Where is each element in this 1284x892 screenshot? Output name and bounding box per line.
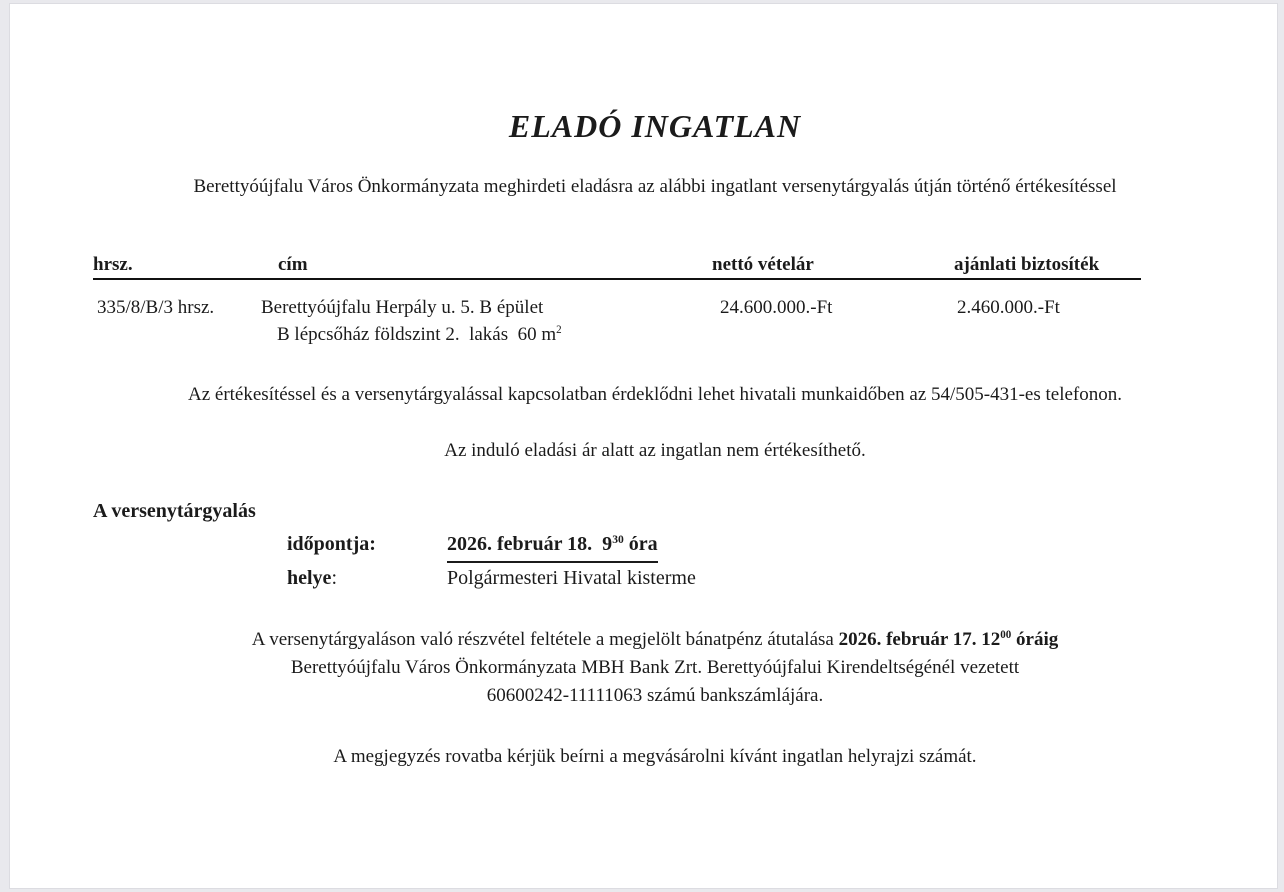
auction-place-row <box>287 563 1217 594</box>
deposit-account-line: 60600242-11111063 számú bankszámlájára. <box>486 685 824 706</box>
auction-place-label: helye: <box>287 567 337 589</box>
paragraph-contact-info: Az értékesítéssel és a versenytárgyalással kapcsolatban érdeklődni lehet hivatali munkaidőben az 54/505-431-es telefonon. <box>187 384 1123 405</box>
paragraph-deposit-transfer <box>93 626 1217 710</box>
col-header-netto-vetelar: nettó vételár <box>712 254 814 275</box>
deadline-superscript: 00 <box>1000 629 1012 641</box>
cell-cim <box>261 294 712 348</box>
time-superscript: 30 <box>612 533 624 546</box>
auction-place-value: Polgármesteri Hivatal kisterme <box>447 567 696 589</box>
document-content <box>10 106 1277 771</box>
cim-line1: Berettyóújfalu Herpály u. 5. B épület <box>261 297 544 318</box>
col-header-hrsz: hrsz. <box>93 254 133 275</box>
auction-time-row <box>287 529 1217 563</box>
cell-hrsz: 335/8/B/3 hrsz. <box>97 297 215 318</box>
auction-section-heading: A versenytárgyalás <box>93 500 256 522</box>
deposit-deadline: 2026. február 17. $12^{00}$ óráig <box>838 629 1059 650</box>
page-title: ELADÓ INGATLAN <box>508 108 802 144</box>
table-row <box>93 294 1141 348</box>
property-table <box>93 253 1141 348</box>
deposit-bank-line: Berettyóújfalu Város Önkormányzata MBH Bank Zrt. Berettyóújfalui Kirendeltségénél vezetett <box>290 657 1020 678</box>
paragraph-minimum-price: Az induló eladási ár alatt az ingatlan nem értékesíthető. <box>444 440 866 461</box>
document-page <box>10 4 1277 888</box>
square-meter-superscript: 2 <box>556 324 562 336</box>
cell-netto-vetelar: 24.600.000.-Ft <box>720 297 833 318</box>
cim-line2: B lépcsőház földszint 2. lakás 60 $m^2$ <box>277 324 562 345</box>
paragraph-remark-note: A megjegyzés rovatba kérjük beírni a megvásárolni kívánt ingatlan helyrajzi számát. <box>333 746 977 767</box>
table-header-row <box>93 253 1141 280</box>
deposit-lead-text: A versenytárgyaláson való részvétel feltétele a megjelölt bánatpénz átutalása <box>251 629 839 650</box>
col-header-cim: cím <box>278 254 308 275</box>
subtitle: Berettyóújfalu Város Önkormányzata meghirdeti eladásra az alábbi ingatlant versenytárgyalás útján történő értékesítéssel <box>193 176 1117 197</box>
auction-time-label: időpontja: <box>287 533 376 555</box>
cell-ajanlati-biztositek: 2.460.000.-Ft <box>957 297 1060 318</box>
auction-time-value: 2026. február 18. $9^{30}$ óra <box>447 529 658 563</box>
col-header-ajanlati-biztositek: ajánlati biztosíték <box>954 254 1100 275</box>
